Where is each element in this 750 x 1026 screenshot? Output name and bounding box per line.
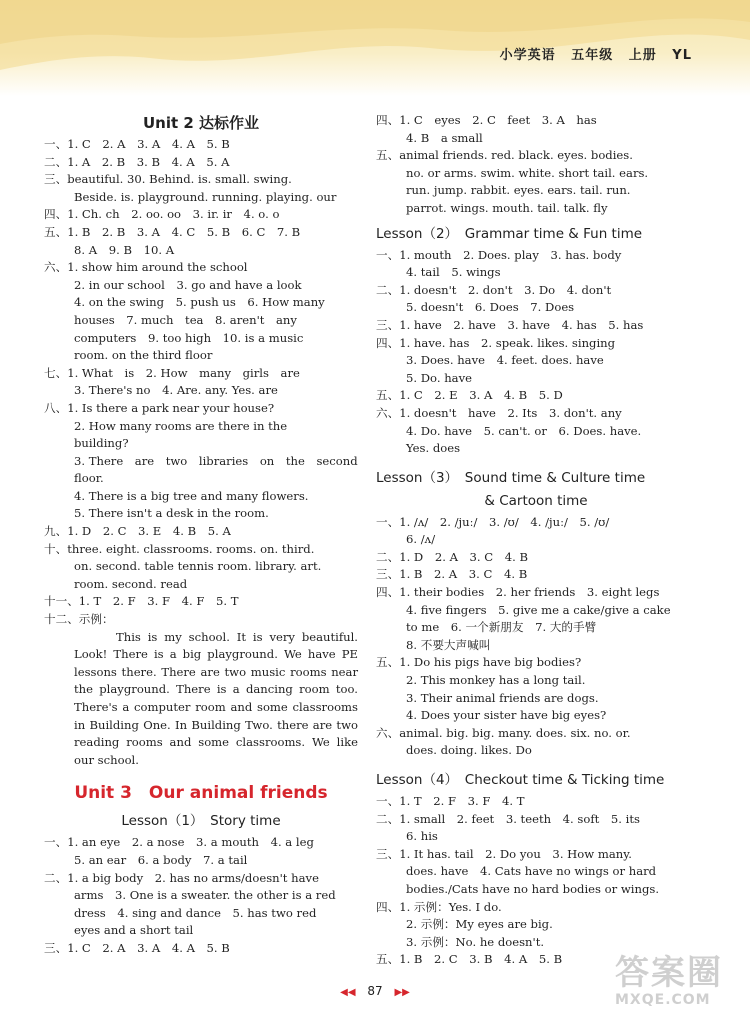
answer-line: 2. This monkey has a long tail. <box>406 673 586 688</box>
answer-line: 七、1. What is 2. How many girls are <box>44 365 300 380</box>
answer-line: bodies./Cats have no hard bodies or wings. <box>406 881 660 896</box>
header-banner <box>0 0 750 96</box>
answer-line: 三、1. It has. tail 2. Do you 3. How many. <box>376 846 632 861</box>
answer-line: 4. There is a big tree and many flowers. <box>74 488 309 503</box>
unit2-answers <box>44 136 358 769</box>
answer-line: 3. 示例：No. he doesn't. <box>406 934 545 949</box>
answer-line: 2. 示例：My eyes are big. <box>406 917 553 932</box>
answer-line: 一、1. an eye 2. a nose 3. a mouth 4. a leg <box>44 835 314 850</box>
answer-line: 二、1. A 2. B 3. B 4. A 5. A <box>44 154 230 169</box>
answer-line: 4. tail 5. wings <box>406 265 501 280</box>
answer-line: 十一、1. T 2. F 3. F 4. F 5. T <box>44 594 239 609</box>
answer-line: computers 9. too high 10. is a music <box>74 330 304 345</box>
answer-line: 三、beautiful. 30. Behind. is. small. swing. <box>44 172 292 187</box>
header-subject: 小学英语 <box>499 48 556 63</box>
answer-line: 2. How many rooms are there in the <box>74 418 288 433</box>
answer-line: 3. There's no 4. Are. any. Yes. are <box>74 383 278 398</box>
answer-line: 8. A 9. B 10. A <box>74 242 175 257</box>
answer-line: 五、1. B 2. C 3. B 4. A 5. B <box>376 952 563 967</box>
answer-line: 十二、示例： <box>44 612 114 627</box>
answer-line: 2. in our school 3. go and have a look <box>74 277 302 292</box>
answer-line: 八、1. Is there a park near your house? <box>44 400 275 415</box>
answer-line: 5. an ear 6. a body 7. a tail <box>74 852 248 867</box>
answer-line: parrot. wings. mouth. tail. talk. fly <box>406 200 608 215</box>
answer-line: 8. 不要大声喊叫 <box>406 637 491 652</box>
answer-line: 4. Do. have 5. can't. or 6. Does. have. <box>406 423 642 438</box>
answer-line: 四、1. have. has 2. speak. likes. singing <box>376 335 616 350</box>
watermark-text: 答案圈 <box>615 953 723 993</box>
answer-line: building? <box>74 436 129 451</box>
answer-line: 六、1. doesn't have 2. Its 3. don't. any <box>376 405 622 420</box>
answer-line: room. second. read <box>74 576 188 591</box>
lesson3-title-continued: & Cartoon time <box>484 492 588 509</box>
answer-line: 九、1. D 2. C 3. E 4. B 5. A <box>44 524 231 539</box>
answer-line: 五、1. B 2. B 3. A 4. C 5. B 6. C 7. B <box>44 224 301 239</box>
answer-line: 二、1. a big body 2. has no arms/doesn't have <box>44 870 319 885</box>
answer-line: room. on the third floor <box>74 348 213 363</box>
unit2-title: Unit 2 达标作业 <box>142 114 260 132</box>
answer-line: 5. Do. have <box>406 370 472 385</box>
lesson1-answers <box>44 834 358 957</box>
answer-line: 二、1. doesn't 2. don't 3. Do 4. don't <box>376 282 612 297</box>
answer-line: 四、1. their bodies 2. her friends 3. eight legs <box>376 585 660 600</box>
answer-line: Yes. does <box>406 441 461 456</box>
answer-line: on. second. table tennis room. library. art. <box>74 559 322 574</box>
header-grade: 五年级 <box>571 48 614 63</box>
lesson2-answers <box>376 247 696 458</box>
header-edition: YL <box>672 48 692 63</box>
unit3-title: Unit 3 Our animal friends <box>74 783 328 804</box>
lesson4-answers <box>376 793 696 969</box>
answer-line: 一、1. T 2. F 3. F 4. T <box>376 794 525 808</box>
answer-line: 6. /ʌ/ <box>406 532 436 547</box>
answer-line: to me 6. 一个新朋友 7. 大的手臂 <box>406 620 597 635</box>
lesson1-continued-answers <box>376 112 696 218</box>
left-column <box>44 112 358 958</box>
answer-line: 六、1. show him around the school <box>44 260 248 275</box>
answer-line: 四、1. 示例：Yes. I do. <box>376 899 502 914</box>
answer-line: 四、1. C eyes 2. C feet 3. A has <box>376 113 597 127</box>
answer-line: 十、three. eight. classrooms. rooms. on. third. <box>44 541 315 556</box>
answer-line: 五、1. C 2. E 3. A 4. B 5. D <box>376 388 563 403</box>
watermark-logo <box>615 945 745 1020</box>
right-column <box>376 112 696 969</box>
answer-line: 四、1. Ch. ch 2. oo. oo 3. ir. ir 4. o. o <box>44 207 280 222</box>
answer-line: does. have 4. Cats have no wings or hard <box>406 864 657 879</box>
answer-line: 4. five fingers 5. give me a cake/give a cake <box>406 602 671 617</box>
answer-line: 4. Does your sister have big eyes? <box>406 708 607 723</box>
lesson4-title: Lesson（4） Checkout time & Ticking time <box>376 772 665 788</box>
sample-essay: This is my school. It is very beautiful. Look! There is a big playground. We have PE lessons there. There are two music rooms near the playground. There is a dancing room too. There's a computer room and some classrooms in Building One. In Building Two. there are two reading rooms and some classrooms. We like our school. <box>74 629 358 767</box>
answer-line: 一、1. mouth 2. Does. play 3. has. body <box>376 247 622 262</box>
prev-page-arrows-icon: ◀◀ <box>340 987 356 998</box>
answer-line: run. jump. rabbit. eyes. ears. tail. run. <box>406 183 631 198</box>
answer-line: eyes and a short tail <box>74 923 194 938</box>
answer-line: houses 7. much tea 8. aren't any <box>74 312 297 327</box>
answer-line: 三、1. have 2. have 3. have 4. has 5. has <box>376 317 644 332</box>
answer-line: 六、animal. big. big. many. does. six. no. or. <box>376 725 631 740</box>
answer-line: 五、1. Do his pigs have big bodies? <box>376 655 582 670</box>
page-number: 87 <box>367 984 383 998</box>
answer-line: 5. There isn't a desk in the room. <box>74 506 269 521</box>
answer-line: 二、1. small 2. feet 3. teeth 4. soft 5. its <box>376 811 640 826</box>
answer-line: no. or arms. swim. white. short tail. ears. <box>406 165 649 180</box>
watermark-url: MXQE.COM <box>615 992 711 1008</box>
answer-line: floor. <box>74 471 104 486</box>
lesson1-title: Lesson（1） Story time <box>121 813 281 830</box>
answer-line: 3. There are two libraries on the second <box>74 453 358 468</box>
answer-line: 3. Their animal friends are dogs. <box>406 690 599 705</box>
answer-line: 五、animal friends. red. black. eyes. bodies. <box>376 148 633 163</box>
header-volume: 上册 <box>628 48 657 63</box>
answer-line: 一、1. C 2. A 3. A 4. A 5. B <box>44 137 230 151</box>
answer-line: 三、1. C 2. A 3. A 4. A 5. B <box>44 940 230 955</box>
answer-line: dress 4. sing and dance 5. has two red <box>74 905 317 920</box>
lesson3-title: Lesson（3） Sound time & Culture time <box>376 469 646 486</box>
answer-line: 6. his <box>406 829 438 844</box>
answer-line: 5. doesn't 6. Does 7. Does <box>406 300 575 315</box>
lesson2-title: Lesson（2） Grammar time & Fun time <box>376 225 643 242</box>
answer-line: 4. on the swing 5. push us 6. How many <box>74 295 325 310</box>
answer-line: arms 3. One is a sweater. the other is a red <box>74 888 336 903</box>
answer-line: Beside. is. playground. running. playing. our <box>74 189 337 204</box>
header-book-info <box>490 44 692 63</box>
answer-line: 三、1. B 2. A 3. C 4. B <box>376 567 528 582</box>
answer-line: does. doing. likes. Do <box>406 743 532 758</box>
answer-line: 3. Does. have 4. feet. does. have <box>406 353 604 368</box>
answer-line: 二、1. D 2. A 3. C 4. B <box>376 549 529 564</box>
answer-line: 一、1. /ʌ/ 2. /juː/ 3. /ʊ/ 4. /juː/ 5. /ʊ/ <box>376 514 610 529</box>
lesson3-answers <box>376 514 696 760</box>
next-page-arrows-icon: ▶▶ <box>394 987 410 998</box>
answer-line: 4. B a small <box>406 130 483 145</box>
